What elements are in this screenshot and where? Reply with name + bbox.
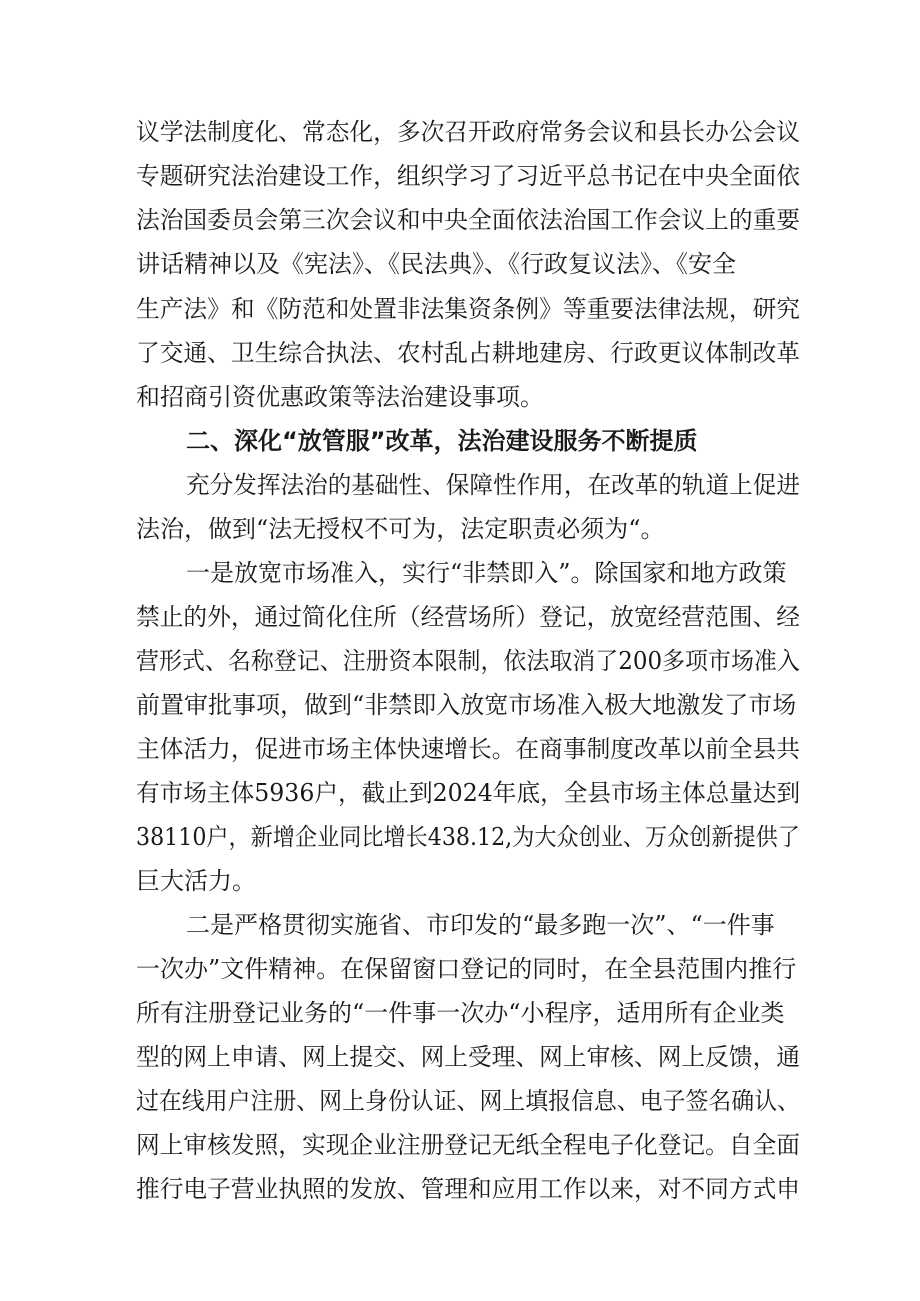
para4-line-6: 网上审核发照，实现企业注册登记无纸全程电子化登记。自全面 <box>136 1131 801 1159</box>
para3-line-2: 禁止的外，通过简化住所（经营场所）登记，放宽经营范围、经 <box>136 603 801 631</box>
para4-line-3: 所有注册登记业务的“一件事一次办“小程序，适用所有企业类 <box>136 999 785 1027</box>
para1-line-6: 了交通、卫生综合执法、农村乱占耕地建房、行政更议体制改革 <box>136 339 801 367</box>
para1-line-2: 专题研究法治建设工作，组织学习了习近平总书记在中央全面依 <box>136 162 801 190</box>
para1-line-7: 和招商引资优惠政策等法治建设事项。 <box>136 383 544 411</box>
para4-line-5: 过在线用户注册、网上身份认证、网上填报信息、电子签名确认、 <box>136 1087 800 1115</box>
para3-line-6: 有市场主体5936户，截止到2024年底，全县市场主体总量达到 <box>136 779 801 807</box>
para2-line-1: 充分发挥法治的基础性、保障性作用，在改革的轨道上促进 <box>186 471 801 499</box>
para4-line-7: 推行电子营业执照的发放、管理和应用工作以来，对不同方式申 <box>136 1175 801 1203</box>
para3-line-4: 前置审批事项，做到“非禁即入放宽市场准入极大地激发了市场 <box>136 691 797 719</box>
para3-line-8: 巨大活力。 <box>136 867 256 895</box>
para3-line-5: 主体活力，促进市场主体快速增长。在商事制度改革以前全县共 <box>136 735 801 763</box>
para3-line-7: 38110户，新增企业同比增长438.12,为大众创业、万众创新提供了 <box>136 823 800 851</box>
para1-line-5: 生产法》和《防范和处置非法集资条例》等重要法律法规，研究 <box>136 295 801 323</box>
para1-line-1: 议学法制度化、常态化，多次召开政府常务会议和县长办公会议 <box>136 118 801 146</box>
section-heading-2: 二、深化“放管服”改革，法治建设服务不断提质 <box>186 427 698 455</box>
para2-line-2: 法治，做到“法无授权不可为，法定职责必须为“。 <box>136 515 665 543</box>
para4-line-4: 型的网上申请、网上提交、网上受理、网上审核、网上反馈，通 <box>136 1043 801 1071</box>
para1-line-4: 讲话精神以及《宪法》、《民法典》、《行政复议法》、《安全 <box>136 250 736 278</box>
para4-line-1: 二是严格贯彻实施省、市印发的“最多跑一次”、“一件事 <box>186 911 775 939</box>
para3-line-1: 一是放宽市场准入，实行“非禁即入”。除国家和地方政策 <box>186 559 787 587</box>
para3-line-3: 营形式、名称登记、注册资本限制，依法取消了200多项市场准入 <box>136 647 800 675</box>
para1-line-3: 法治国委员会第三次会议和中央全面依法治国工作会议上的重要 <box>136 206 801 234</box>
para4-line-2: 一次办”文件精神。在保留窗口登记的同时，在全县范围内推行 <box>136 955 797 983</box>
